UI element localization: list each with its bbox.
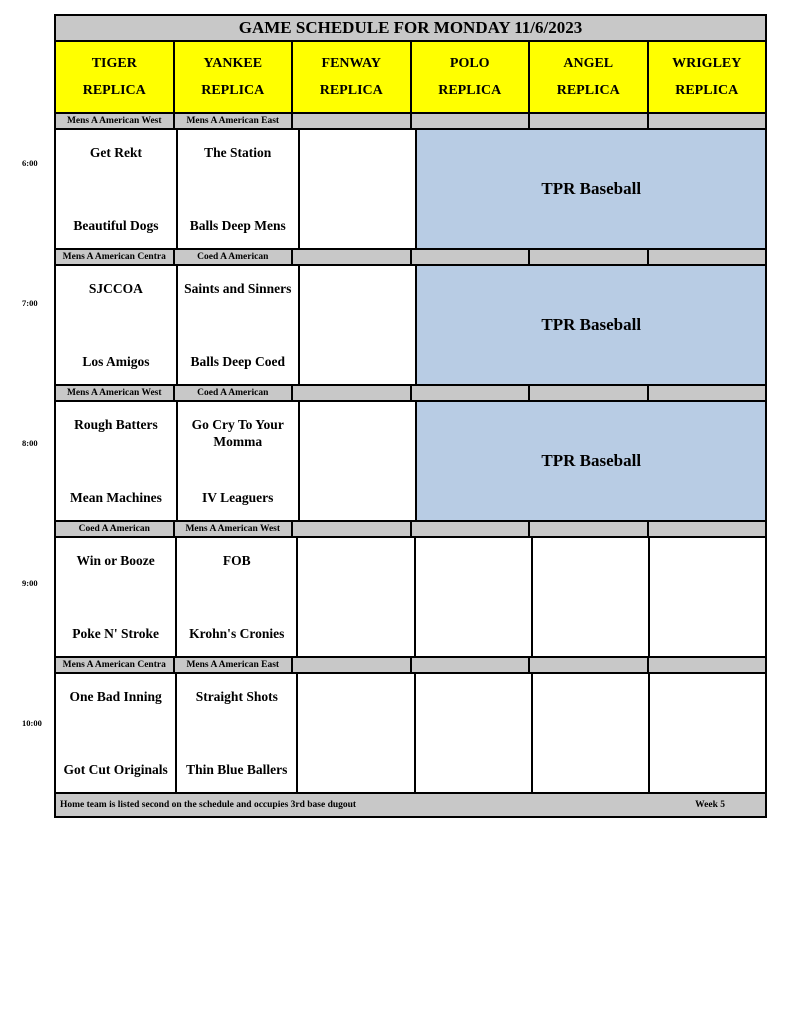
division-row xyxy=(56,386,765,402)
division-label xyxy=(528,386,647,400)
away-team: One Bad Inning xyxy=(69,689,162,704)
field-name: WRIGLEY xyxy=(672,56,742,71)
away-team: FOB xyxy=(222,553,251,568)
empty-cell xyxy=(298,402,416,520)
time-label: 9:00 xyxy=(22,578,38,588)
game-cell xyxy=(56,538,175,656)
field-header-tiger xyxy=(56,42,173,112)
home-team: Krohn's Cronies xyxy=(189,626,285,641)
field-sub: REPLICA xyxy=(319,83,383,98)
game-row xyxy=(56,674,765,794)
home-team: Poke N' Stroke xyxy=(72,626,159,641)
division-label xyxy=(410,114,529,128)
division-label xyxy=(291,250,410,264)
home-team: Los Amigos xyxy=(82,354,150,369)
tpr-baseball-block: TPR Baseball xyxy=(415,266,765,384)
division-label xyxy=(291,658,410,672)
game-cell xyxy=(175,538,296,656)
empty-cell xyxy=(531,538,648,656)
home-team: Mean Machines xyxy=(69,490,162,505)
field-sub: REPLICA xyxy=(438,83,502,98)
home-team: Thin Blue Ballers xyxy=(186,762,288,777)
division-label: Coed A American xyxy=(173,386,292,400)
division-label xyxy=(410,522,529,536)
division-label: Mens A American East xyxy=(173,658,292,672)
home-team-note: Home team is listed second on the schedule and occupies 3rd base dugout xyxy=(60,800,357,810)
home-team: Beautiful Dogs xyxy=(73,218,159,233)
field-name: FENWAY xyxy=(321,56,381,71)
game-cell xyxy=(56,130,176,248)
division-label xyxy=(291,522,410,536)
division-label xyxy=(647,658,766,672)
division-row xyxy=(56,250,765,266)
division-row xyxy=(56,114,765,130)
field-sub: REPLICA xyxy=(82,83,146,98)
empty-cell xyxy=(298,266,416,384)
field-name: YANKEE xyxy=(203,56,263,71)
division-label xyxy=(528,114,647,128)
away-team: The Station xyxy=(204,145,272,160)
division-label xyxy=(291,114,410,128)
away-team: Get Rekt xyxy=(89,145,142,160)
division-label xyxy=(647,250,766,264)
field-header-polo xyxy=(410,42,529,112)
away-team: Straight Shots xyxy=(195,689,278,704)
division-label: Mens A American Centra xyxy=(62,660,166,670)
field-header-row xyxy=(56,42,765,114)
away-team: Saints and Sinners xyxy=(184,281,292,296)
division-label xyxy=(647,114,766,128)
field-header-wrigley xyxy=(647,42,766,112)
field-sub: REPLICA xyxy=(556,83,620,98)
schedule-sheet xyxy=(54,14,767,818)
game-cell xyxy=(176,402,298,520)
time-label: 10:00 xyxy=(22,718,42,728)
division-label: Mens A American Centra xyxy=(62,252,166,262)
time-label: 8:00 xyxy=(22,438,38,448)
away-team: Rough Batters xyxy=(74,417,158,432)
division-label xyxy=(410,658,529,672)
game-cell xyxy=(176,130,298,248)
empty-cell xyxy=(648,538,765,656)
empty-cell xyxy=(414,538,531,656)
division-label: Mens A American West xyxy=(66,116,162,126)
division-row xyxy=(56,658,765,674)
division-label xyxy=(410,386,529,400)
field-name: ANGEL xyxy=(563,56,614,71)
home-team: IV Leaguers xyxy=(202,490,274,505)
field-name: POLO xyxy=(449,56,490,71)
game-row xyxy=(56,266,765,386)
division-label: Coed A American xyxy=(78,524,150,534)
division-label: Mens A American West xyxy=(173,522,292,536)
empty-cell xyxy=(648,674,765,792)
division-label: Mens A American West xyxy=(66,388,162,398)
field-sub: REPLICA xyxy=(675,83,739,98)
field-header-fenway xyxy=(291,42,410,112)
tpr-baseball-block: TPR Baseball xyxy=(415,402,765,520)
week-label: Week 5 xyxy=(695,800,725,810)
empty-cell xyxy=(298,130,416,248)
away-team: Go Cry To Your Momma xyxy=(191,417,284,449)
home-team: Balls Deep Coed xyxy=(190,354,285,369)
empty-cell xyxy=(531,674,648,792)
away-team: Win or Booze xyxy=(76,553,155,568)
division-label xyxy=(410,250,529,264)
division-label xyxy=(528,522,647,536)
game-row xyxy=(56,538,765,658)
footer-row xyxy=(56,794,765,816)
schedule-title: GAME SCHEDULE FOR MONDAY 11/6/2023 xyxy=(56,16,765,42)
division-label xyxy=(528,658,647,672)
home-team: Got Cut Originals xyxy=(63,762,168,777)
division-label xyxy=(647,386,766,400)
field-header-yankee xyxy=(173,42,292,112)
game-row xyxy=(56,130,765,250)
division-row xyxy=(56,522,765,538)
time-label: 7:00 xyxy=(22,298,38,308)
division-label xyxy=(647,522,766,536)
division-label: Mens A American East xyxy=(173,114,292,128)
empty-cell xyxy=(296,538,413,656)
field-name: TIGER xyxy=(91,56,137,71)
game-cell xyxy=(56,402,176,520)
game-cell xyxy=(175,674,296,792)
game-row xyxy=(56,402,765,522)
field-header-angel xyxy=(528,42,647,112)
division-label xyxy=(291,386,410,400)
empty-cell xyxy=(414,674,531,792)
tpr-baseball-block: TPR Baseball xyxy=(415,130,765,248)
division-label xyxy=(528,250,647,264)
away-team: SJCCOA xyxy=(88,281,143,296)
home-team: Balls Deep Mens xyxy=(189,218,286,233)
game-cell xyxy=(56,674,175,792)
division-label: Coed A American xyxy=(173,250,292,264)
empty-cell xyxy=(296,674,413,792)
time-label: 6:00 xyxy=(22,158,38,168)
game-cell xyxy=(176,266,298,384)
field-sub: REPLICA xyxy=(201,83,265,98)
game-cell xyxy=(56,266,176,384)
